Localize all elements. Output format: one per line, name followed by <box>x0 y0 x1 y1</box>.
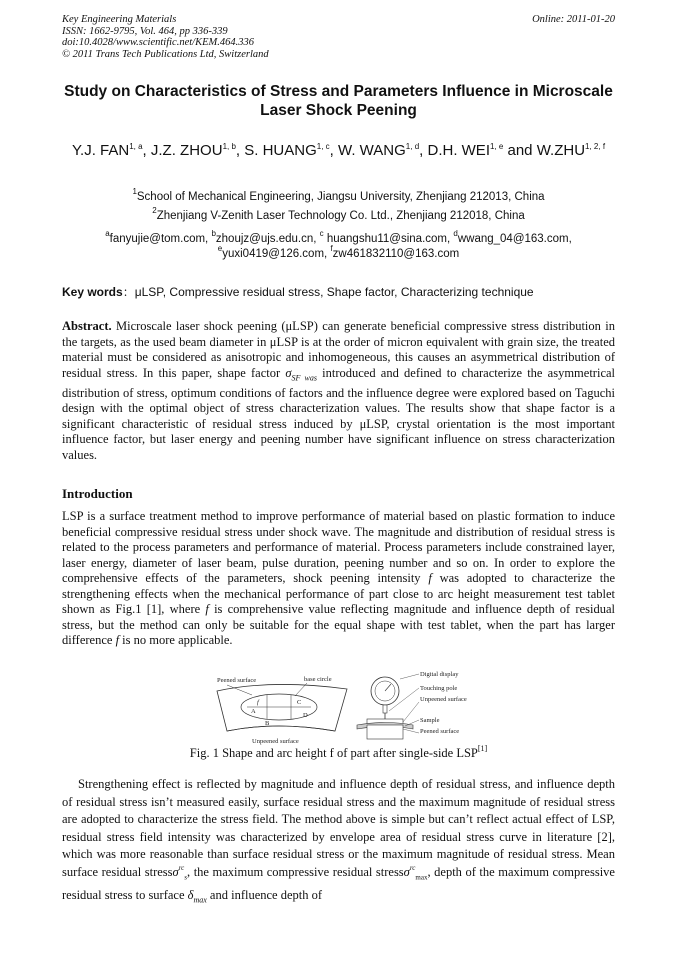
fig-label-a: A <box>251 708 256 715</box>
email-list: $^a$fanyujie@tom.com, $^b$zhoujz@ujs.edu.cn, $^c$ huangshu11@sina.com, $^d$wwang_04@163.com, $^e$yuxi0419@126.com, $^f$zw461832110@163.com <box>105 229 572 260</box>
author-list: Y.J. FAN$^{1, a}$, J.Z. ZHOU$^{1, b}$, S. HUANG$^{1, c}$, W. WANG$^{1, d}$, D.H. WEI$^{1, e}$ and W.ZHU$^{1, 2, f}$ <box>71 142 606 159</box>
online-date: Online: 2011-01-20 <box>532 14 615 25</box>
affiliation-1: $^1$School of Mechanical Engineering, Jiangsu University, Zhenjiang 212013, China <box>132 187 545 203</box>
author-name: W. WANG <box>338 142 406 159</box>
fig-label-d: D <box>303 712 308 719</box>
abstract-label: Abstract. <box>62 319 112 333</box>
email-link[interactable]: zw461832110@163.com <box>332 248 460 260</box>
paper-title: Study on Characteristics of Stress and Parameters Influence in Microscale Laser Shock Peening <box>64 83 613 119</box>
fig-label-sample: Sample <box>420 717 440 724</box>
keywords-label: Key words <box>62 285 123 299</box>
intro-paragraph-1: LSP is a surface treatment method to improve performance of material based on plastic formation to induce beneficial compressive residual stress under shock wave. The magnitude and distribution of residual stress is related to the process parameters and performance of material. Process parameters include constrained layer, laser energy, diameter of laser beam, pulse duration, peening number and so on. In order to explore the comprehensive effects of the parameters, shock peening intensity f was adopted to characterize the strengthening effects when the mechanical performance of part close to arc height measurement test tablet shown as Fig.1 [1], where f is comprehensive value reflecting magnitude and influence depth of residual stress, but the method can only be suitable for the equal shape with test tablet, when the part has larger difference f is no more applicable. <box>62 509 615 647</box>
author-name: J.Z. ZHOU <box>150 142 223 159</box>
fig-label-c: C <box>297 699 302 706</box>
author-name: D.H. WEI <box>427 142 490 159</box>
fig-label-f: f <box>257 699 259 706</box>
fig-label-unpeened-surface: Unpeened surface <box>252 738 299 745</box>
keywords: Key words：μLSP, Compressive residual stress, Shape factor, Characterizing technique <box>62 285 534 299</box>
issn-line: ISSN: 1662-9795, Vol. 464, pp 336-339 <box>62 25 228 37</box>
email-link[interactable]: wwang_04@163.com, <box>457 233 572 245</box>
intro-paragraph-2: Strengthening effect is reflected by magnitude and influence depth of residual stress, and influence depth of residual stress isn’t measured easily, surface residual stress and the maximum magnitude of residual stress are adopted to characterize the stress field. The method above is simple but can’t reflect actual effect of LSP, residual stress field intensity was characterized by envelope area of residual stress curve in literature [2], which was more reasonable than surface residual stress or the maximum magnitude of residual stress. Mean surface residual stressσ$^{rc}_s$, the maximum compressive residual stressσ$^{rc}_{max}$, depth of the maximum compressive residual stress to surface $\delta_{max}$ and influence depth of <box>62 777 615 904</box>
author-name: Y.J. FAN <box>71 142 130 159</box>
figure-1-diagram <box>207 669 469 749</box>
email-link[interactable]: zhoujz@ujs.edu.cn, <box>215 233 320 245</box>
fig-label-peened-surface-2: Peened surface <box>420 728 460 735</box>
figure-1-caption: Fig. 1 Shape and arc height f of part after single-side LSP[1] <box>189 744 488 760</box>
fig-label-unpeened-surface-2: Unpeened surface <box>420 696 467 703</box>
abstract: Abstract. Microscale laser shock peening (μLSP) can generate beneficial compressive stress distribution in the targets, as the used beam diameter in μLSP is at the order of micron equivalent with grain size, the treated material must be considered as anisotropic and inhomogeneous, this causes an asymmetrical distribution of residual stress. In this paper, shape factor $\sigma_{SF was}$ introduced and defined to characterize the asymmetrical distribution of stress, optimum conditions of factors and the influence degree were explored based on Taguchi design with the optimal object of stress characterization values. The results show that shape factor is a significant characteristic of residual stress induced by μLSP, crystal orientation is the most important influence factor, but laser energy and peening number have significant influence on stress characterization values. <box>62 319 616 462</box>
author-name: W.ZHU <box>536 142 586 159</box>
journal-metadata <box>62 14 269 60</box>
author-name: S. HUANG <box>244 142 317 159</box>
keywords-text: μLSP, Compressive residual stress, Shape factor, Characterizing technique <box>134 285 534 299</box>
fig-label-b: B <box>265 720 270 727</box>
email-link[interactable]: yuxi0419@126.com, <box>222 248 331 260</box>
fig-label-touching-pole: Touching pole <box>420 685 458 692</box>
copyright-line: © 2011 Trans Tech Publications Ltd, Switzerland <box>62 48 269 60</box>
journal-name: Key Engineering Materials <box>62 14 177 25</box>
fig-label-base-circle: base circle <box>304 676 332 683</box>
doi-line: doi:10.4028/www.scientific.net/KEM.464.336 <box>62 37 254 48</box>
fig-label-peened-surface: Peened surface <box>217 677 257 684</box>
email-link[interactable]: huangshu11@sina.com, <box>323 233 454 245</box>
fig-label-digital-display: Digital display <box>420 671 459 678</box>
email-link[interactable]: fanyujie@tom.com, <box>109 233 212 245</box>
section-heading-introduction: Introduction <box>62 486 133 501</box>
affiliation-2: $^2$Zhenjiang V-Zenith Laser Technology Co. Ltd., Zhenjiang 212018, China <box>152 206 525 222</box>
